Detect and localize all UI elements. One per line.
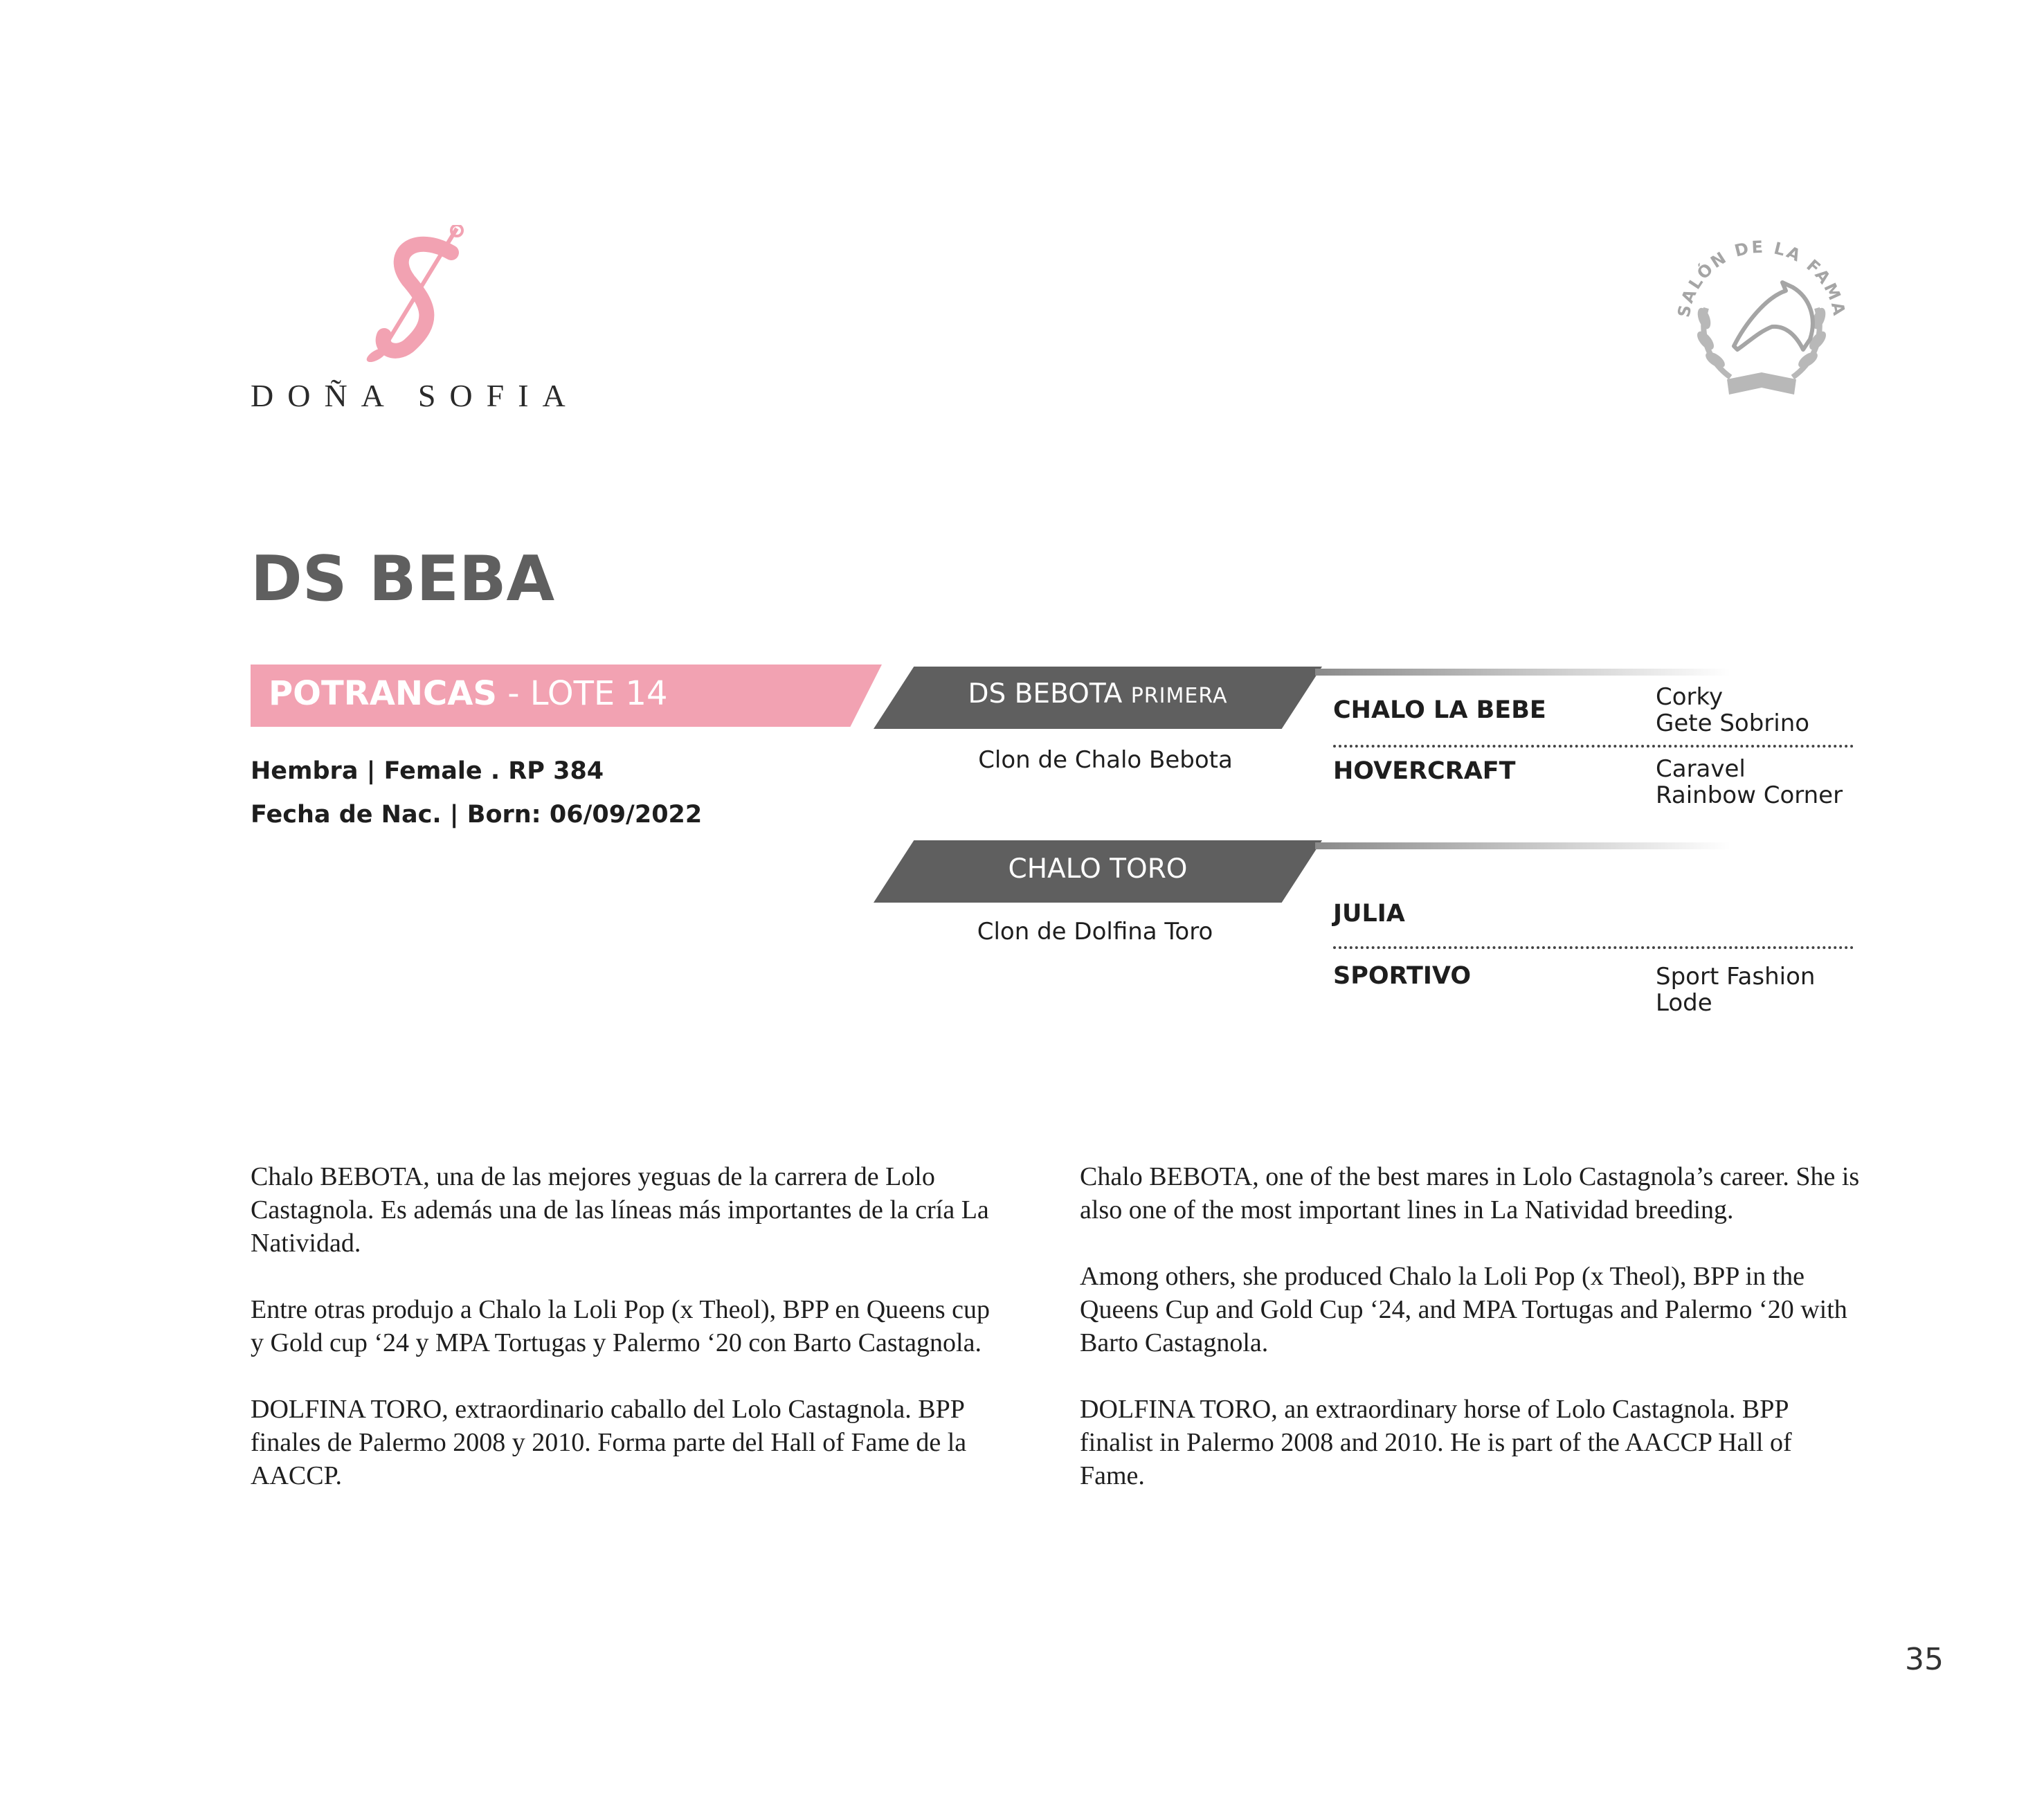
- lot-number: LOTE 14: [530, 674, 668, 713]
- sire-connector-line: [1315, 842, 1730, 849]
- granddam-sire-side: SPORTIVO: [1333, 962, 1472, 990]
- sire-label: CHALO TORO: [1008, 853, 1188, 885]
- grandsire-sire-side: JULIA: [1333, 900, 1405, 928]
- sire-clone-note: Clon de Dolfina Toro: [977, 918, 1213, 946]
- dam-label: [874, 678, 1322, 709]
- dam-name: DS BEBOTA: [968, 678, 1123, 709]
- category-label: [269, 674, 668, 713]
- sex-rp-line: Hembra | Female . RP 384: [251, 757, 604, 785]
- paragraph: Chalo BEBOTA, one of the best mares in Lolo Castagnola’s career. She is also one of the most important lines in La Natividad breeding.: [1080, 1162, 1860, 1224]
- dam-connector-line: [1315, 669, 1730, 676]
- polo-s-monogram-icon: [360, 225, 471, 363]
- paragraph: DOLFINA TORO, an extraordinary horse of Lolo Castagnola. BPP finalist in Palermo 2008 and 2010. He is part of the AACCP Hall of Fame.: [1080, 1395, 1792, 1490]
- great-grandparent: Rainbow Corner: [1656, 781, 1843, 809]
- great-grandparent: Gete Sobrino: [1656, 709, 1810, 737]
- great-grandparent: Corky: [1656, 683, 1724, 711]
- great-grandparent: Caravel: [1656, 755, 1746, 783]
- dotted-divider: [1333, 946, 1854, 949]
- horse-name-title: DS BEBA: [251, 543, 555, 615]
- dam-clone-note: Clon de Chalo Bebota: [978, 746, 1233, 774]
- paragraph: Entre otras produjo a Chalo la Loli Pop (x Theol), BPP en Queens cup y Gold cup ‘24 y MPA Tortugas y Palermo ‘20 con Barto Castagnola.: [251, 1295, 991, 1357]
- paragraph: Chalo BEBOTA, una de las mejores yeguas de la carrera de Lolo Castagnola. Es además una de las líneas más importantes de la cría La Natividad.: [251, 1162, 989, 1258]
- granddam-dam-side: HOVERCRAFT: [1333, 757, 1516, 785]
- dotted-divider: [1333, 745, 1854, 748]
- paragraph: Among others, she produced Chalo la Loli Pop (x Theol), BPP in the Queens Cup and Gold Cup ‘24, and MPA Tortugas and Palermo ‘20 with Barto Castagnola.: [1080, 1262, 1847, 1357]
- great-grandparent: Sport Fashion: [1656, 963, 1816, 991]
- great-grandparent: Lode: [1656, 989, 1712, 1017]
- horse-head-laurel-seal-icon: [1661, 222, 1862, 415]
- seal-text: SALÓN DE LA FAMA: [1674, 237, 1849, 319]
- dam-suffix: PRIMERA: [1130, 684, 1228, 708]
- description-spanish: [251, 1160, 1005, 1492]
- brand-name: DOÑA SOFIA: [251, 378, 579, 413]
- page-number: 35: [1905, 1642, 1944, 1677]
- paragraph: DOLFINA TORO, extraordinario caballo del Lolo Castagnola. BPP finales de Palermo 2008 y 2010. Forma parte del Hall of Fame de la AACCP.: [251, 1395, 967, 1490]
- description-english: [1080, 1160, 1862, 1492]
- category-separator: -: [496, 674, 530, 713]
- category-name: POTRANCAS: [269, 674, 497, 713]
- born-date-line: Fecha de Nac. | Born: 06/09/2022: [251, 801, 703, 829]
- grandsire-dam-side: CHALO LA BEBE: [1333, 696, 1546, 724]
